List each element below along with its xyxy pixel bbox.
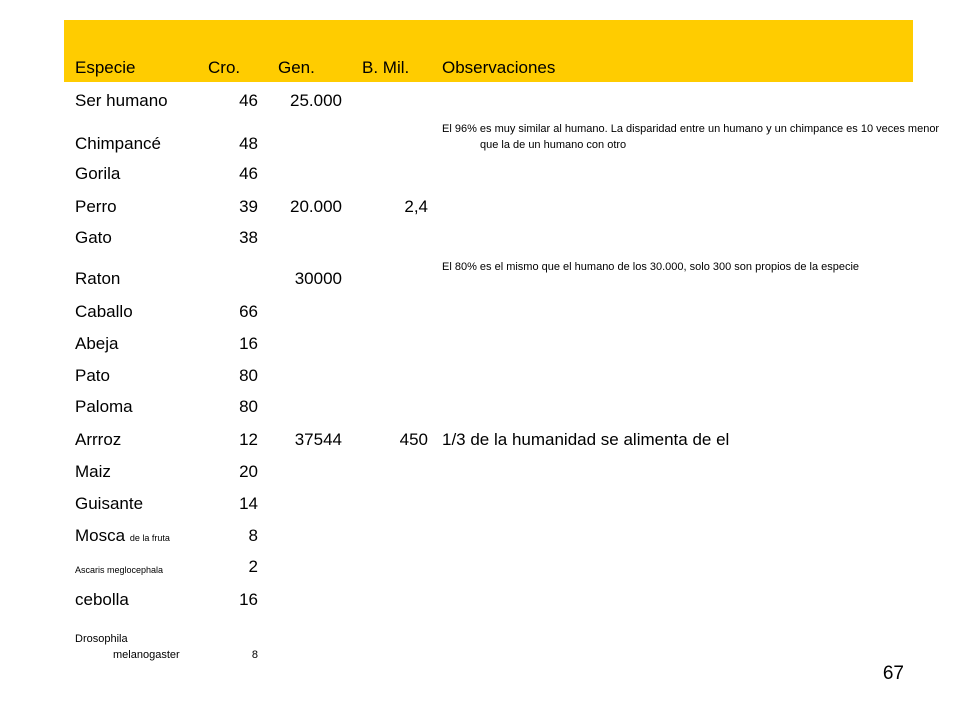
row-cro: 8 [251, 649, 258, 661]
row-cro: 16 [239, 590, 258, 609]
row-cro: 39 [239, 197, 258, 216]
row-cro: 20 [239, 462, 258, 481]
row-especie: Raton [75, 269, 121, 288]
row-cro: 48 [239, 134, 258, 153]
row-gen: 25.000 [290, 91, 342, 110]
header-observaciones: Observaciones [442, 58, 556, 77]
row-cro: 14 [239, 494, 258, 513]
row-especie: Perro [75, 197, 117, 216]
row-especie: Abeja [75, 334, 119, 353]
row-cro: 12 [239, 430, 258, 449]
page-number: 67 [882, 663, 904, 684]
row-bmil: 2,4 [404, 197, 428, 216]
row-especie: Ser humano [75, 91, 168, 110]
row-especie-line1: Drosophila [75, 633, 128, 645]
row-especie-line2: melanogaster [113, 649, 180, 661]
row-cro: 46 [239, 91, 258, 110]
row-bmil: 450 [399, 430, 428, 449]
row-especie: Caballo [75, 302, 133, 321]
header-gen: Gen. [278, 58, 315, 77]
row-especie: Pato [75, 366, 110, 385]
row-especie: cebolla [75, 590, 129, 609]
row-especie-main: Mosca [75, 526, 126, 545]
row-observacion: El 80% es el mismo que el humano de los 30.000, solo 300 son propios de la especie [442, 261, 860, 273]
row-especie: Chimpancé [75, 134, 161, 153]
header-especie: Especie [75, 58, 136, 77]
row-especie: Maiz [75, 462, 111, 481]
row-especie: Gato [75, 228, 112, 247]
row-especie: Gorila [75, 164, 121, 183]
row-gen: 37544 [294, 430, 342, 449]
row-especie: Guisante [75, 494, 144, 513]
row-especie: Ascaris meglocephala [75, 565, 164, 575]
header-bmil: B. Mil. [362, 58, 410, 77]
row-cro: 16 [239, 334, 258, 353]
row-gen: 20.000 [290, 197, 342, 216]
header-cro: Cro. [208, 58, 241, 77]
row-especie: Arrroz [75, 430, 122, 449]
row-especie: Paloma [75, 397, 133, 416]
row-especie-suffix: de la fruta [129, 533, 170, 543]
row-cro: 46 [239, 164, 258, 183]
row-especie [75, 526, 170, 546]
row-cro: 80 [239, 366, 258, 385]
row-cro: 80 [239, 397, 258, 416]
row-gen: 30000 [294, 269, 342, 288]
row-cro: 2 [248, 557, 258, 576]
row-cro: 38 [239, 228, 258, 247]
row-observacion: El 96% es muy similar al humano. La disparidad entre un humano y un chimpance es 10 veces menor que la de un humano con otro [442, 123, 940, 151]
row-cro: 66 [239, 302, 258, 321]
row-observacion: 1/3 de la humanidad se alimenta de el [442, 430, 730, 449]
row-cro: 8 [248, 526, 258, 545]
